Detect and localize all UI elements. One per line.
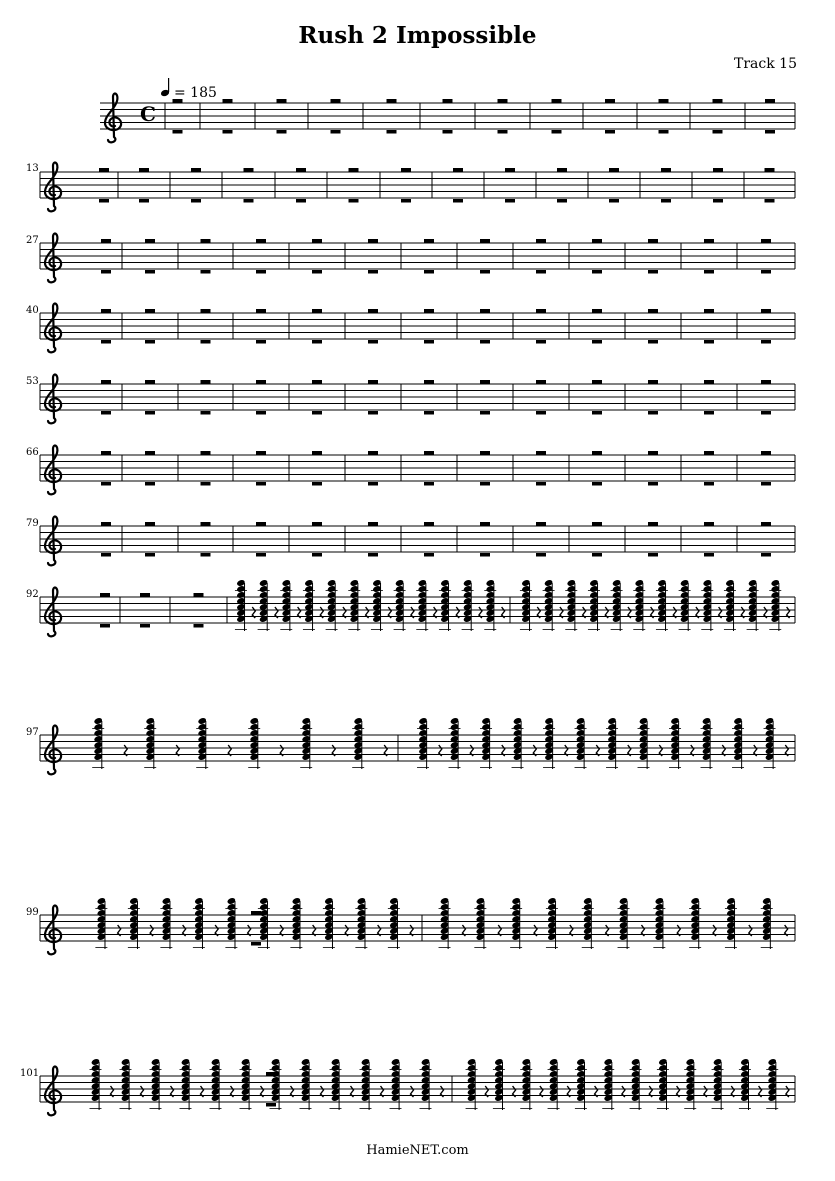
rest-icon — [223, 130, 233, 134]
rest-icon — [592, 380, 602, 384]
rest-icon — [223, 99, 233, 103]
rest-icon — [443, 99, 453, 103]
rest-icon — [480, 411, 490, 415]
rest-icon — [312, 451, 322, 455]
rest-icon — [101, 411, 111, 415]
rest-icon — [761, 522, 771, 526]
rest-icon — [256, 340, 266, 344]
treble-clef-icon — [45, 163, 61, 212]
rest-icon — [101, 522, 111, 526]
rest-icon — [648, 482, 658, 486]
rest-icon — [661, 168, 671, 172]
rest-icon — [349, 168, 359, 172]
rest-icon — [453, 199, 463, 203]
rest-icon — [536, 380, 546, 384]
rest-icon — [256, 482, 266, 486]
rest-icon — [312, 482, 322, 486]
tempo-marking — [160, 78, 217, 101]
measure-number-53: 53 — [26, 376, 39, 387]
rest-icon — [592, 451, 602, 455]
rest-icon — [194, 624, 204, 628]
staff-system — [40, 1058, 795, 1115]
rest-icon — [331, 130, 341, 134]
rest-icon — [761, 411, 771, 415]
rest-icon — [480, 553, 490, 557]
rest-icon — [139, 168, 149, 172]
rest-icon — [201, 553, 211, 557]
rest-icon — [480, 309, 490, 313]
rest-icon — [145, 270, 155, 274]
treble-clef-icon — [45, 1067, 61, 1116]
staff-system — [40, 717, 795, 774]
staff-system — [40, 163, 795, 212]
rest-icon — [704, 340, 714, 344]
rest-icon — [704, 239, 714, 243]
rest-icon — [368, 522, 378, 526]
rest-icon — [424, 451, 434, 455]
rest-icon — [704, 482, 714, 486]
staff-system — [40, 304, 795, 353]
rest-icon — [592, 522, 602, 526]
rest-icon — [401, 168, 411, 172]
rest-icon — [765, 130, 775, 134]
staff-system — [40, 446, 795, 495]
rest-icon — [498, 99, 508, 103]
rest-icon — [765, 168, 775, 172]
rest-icon — [453, 168, 463, 172]
rest-icon — [387, 130, 397, 134]
rest-icon — [480, 270, 490, 274]
staff-system — [40, 579, 795, 636]
rest-icon — [312, 340, 322, 344]
rest-icon — [592, 482, 602, 486]
rest-icon — [552, 99, 562, 103]
rest-icon — [296, 168, 306, 172]
measure-numbers — [20, 163, 39, 1079]
rest-icon — [713, 199, 723, 203]
rest-icon — [100, 593, 110, 597]
rest-icon — [251, 942, 261, 946]
rest-icon — [536, 522, 546, 526]
rest-icon — [99, 168, 109, 172]
rest-icon — [648, 270, 658, 274]
rest-icon — [139, 199, 149, 203]
treble-clef-icon — [45, 234, 61, 283]
rest-icon — [201, 340, 211, 344]
rest-icon — [648, 553, 658, 557]
rest-icon — [244, 168, 254, 172]
rest-icon — [424, 340, 434, 344]
measure-number-101: 101 — [20, 1068, 40, 1079]
rest-icon — [256, 553, 266, 557]
rest-icon — [145, 553, 155, 557]
rest-icon — [368, 309, 378, 313]
rest-icon — [296, 199, 306, 203]
staff-system — [40, 517, 795, 566]
rest-icon — [256, 411, 266, 415]
measure-number-97: 97 — [26, 727, 39, 738]
rest-icon — [368, 451, 378, 455]
rest-icon — [557, 199, 567, 203]
rest-icon — [704, 309, 714, 313]
rest-icon — [368, 340, 378, 344]
rest-icon — [536, 270, 546, 274]
treble-clef-icon — [45, 588, 61, 637]
measure-number-99: 99 — [26, 907, 39, 918]
measure-number-79: 79 — [26, 518, 39, 529]
rest-icon — [201, 239, 211, 243]
track-label: Track 15 — [734, 56, 797, 72]
rest-icon — [648, 411, 658, 415]
rest-icon — [145, 239, 155, 243]
rest-icon — [761, 270, 771, 274]
rest-icon — [100, 624, 110, 628]
rest-icon — [557, 168, 567, 172]
rest-icon — [648, 239, 658, 243]
rest-icon — [424, 522, 434, 526]
rest-icon — [605, 99, 615, 103]
rest-icon — [99, 199, 109, 203]
rest-icon — [761, 340, 771, 344]
rest-icon — [312, 553, 322, 557]
rest-icon — [648, 309, 658, 313]
rest-icon — [761, 309, 771, 313]
rest-icon — [368, 380, 378, 384]
rest-icon — [349, 199, 359, 203]
rest-icon — [368, 482, 378, 486]
treble-clef-icon — [45, 446, 61, 495]
staff-system — [40, 234, 795, 283]
time-signature: C — [140, 102, 156, 126]
rest-icon — [704, 411, 714, 415]
rest-icon — [761, 553, 771, 557]
rest-icon — [592, 270, 602, 274]
rest-icon — [648, 451, 658, 455]
rest-icon — [605, 130, 615, 134]
rest-icon — [704, 380, 714, 384]
rest-icon — [424, 553, 434, 557]
rest-icon — [191, 199, 201, 203]
rest-icon — [592, 309, 602, 313]
rest-icon — [713, 168, 723, 172]
rest-icon — [480, 522, 490, 526]
rest-icon — [140, 624, 150, 628]
staff-systems — [40, 94, 795, 1116]
rest-icon — [145, 340, 155, 344]
rest-icon — [704, 553, 714, 557]
rest-icon — [201, 411, 211, 415]
treble-clef-icon — [45, 517, 61, 566]
rest-icon — [480, 239, 490, 243]
treble-clef-icon — [105, 94, 121, 143]
rest-icon — [536, 340, 546, 344]
rest-icon — [101, 309, 111, 313]
rest-icon — [505, 199, 515, 203]
rest-icon — [101, 553, 111, 557]
rest-icon — [659, 130, 669, 134]
rest-icon — [480, 340, 490, 344]
rest-icon — [312, 270, 322, 274]
rest-icon — [387, 99, 397, 103]
rest-icon — [713, 130, 723, 134]
footer-credit: HamieNET.com — [366, 1143, 469, 1158]
rest-icon — [424, 411, 434, 415]
rest-icon — [536, 309, 546, 313]
rest-icon — [592, 239, 602, 243]
score-title: Rush 2 Impossible — [298, 22, 537, 49]
rest-icon — [648, 340, 658, 344]
rest-icon — [201, 380, 211, 384]
rest-icon — [659, 99, 669, 103]
measure-number-27: 27 — [26, 235, 39, 246]
rest-icon — [765, 99, 775, 103]
rest-icon — [368, 411, 378, 415]
rest-icon — [536, 553, 546, 557]
rest-icon — [277, 130, 287, 134]
rest-icon — [761, 239, 771, 243]
measure-number-13: 13 — [26, 163, 39, 174]
rest-icon — [101, 239, 111, 243]
rest-icon — [145, 309, 155, 313]
rest-icon — [761, 482, 771, 486]
measure-number-40: 40 — [26, 305, 39, 316]
rest-icon — [648, 380, 658, 384]
rest-icon — [145, 482, 155, 486]
rest-icon — [101, 451, 111, 455]
treble-clef-icon — [45, 304, 61, 353]
rest-icon — [609, 168, 619, 172]
rest-icon — [312, 239, 322, 243]
rest-icon — [201, 522, 211, 526]
rest-icon — [312, 380, 322, 384]
rest-icon — [256, 270, 266, 274]
rest-icon — [592, 411, 602, 415]
rest-icon — [145, 522, 155, 526]
rest-icon — [592, 340, 602, 344]
rest-icon — [312, 522, 322, 526]
rest-icon — [424, 482, 434, 486]
rest-icon — [266, 1103, 276, 1107]
measure-number-92: 92 — [26, 589, 39, 600]
rest-icon — [368, 270, 378, 274]
rest-icon — [201, 451, 211, 455]
rest-icon — [101, 340, 111, 344]
rest-icon — [191, 168, 201, 172]
rest-icon — [765, 199, 775, 203]
rest-icon — [256, 451, 266, 455]
rest-icon — [648, 522, 658, 526]
rest-icon — [661, 199, 671, 203]
rest-icon — [201, 309, 211, 313]
measure-number-66: 66 — [26, 447, 39, 458]
rest-icon — [552, 130, 562, 134]
rest-icon — [201, 482, 211, 486]
rest-icon — [140, 593, 150, 597]
rest-icon — [480, 380, 490, 384]
rest-icon — [201, 270, 211, 274]
rest-icon — [256, 309, 266, 313]
rest-icon — [173, 130, 183, 134]
rest-icon — [505, 168, 515, 172]
staff-system — [40, 897, 795, 954]
rest-icon — [194, 593, 204, 597]
rest-icon — [101, 270, 111, 274]
rest-icon — [424, 270, 434, 274]
rest-icon — [424, 309, 434, 313]
rest-icon — [368, 239, 378, 243]
rest-icon — [145, 451, 155, 455]
rest-icon — [256, 522, 266, 526]
rest-icon — [592, 553, 602, 557]
rest-icon — [101, 380, 111, 384]
rest-icon — [761, 451, 771, 455]
rest-icon — [704, 451, 714, 455]
rest-icon — [713, 99, 723, 103]
rest-icon — [536, 411, 546, 415]
rest-icon — [145, 411, 155, 415]
rest-icon — [312, 411, 322, 415]
rest-icon — [401, 199, 411, 203]
rest-icon — [424, 380, 434, 384]
treble-clef-icon — [45, 906, 61, 955]
rest-icon — [443, 130, 453, 134]
rest-icon — [331, 99, 341, 103]
rest-icon — [704, 522, 714, 526]
rest-icon — [277, 99, 287, 103]
rest-icon — [761, 380, 771, 384]
rest-icon — [251, 911, 261, 915]
rest-icon — [101, 482, 111, 486]
rest-icon — [312, 309, 322, 313]
rest-icon — [256, 239, 266, 243]
rest-icon — [480, 451, 490, 455]
rest-icon — [609, 199, 619, 203]
rest-icon — [480, 482, 490, 486]
rest-icon — [536, 451, 546, 455]
treble-clef-icon — [45, 726, 61, 775]
rest-icon — [704, 270, 714, 274]
rest-icon — [256, 380, 266, 384]
staff-system — [40, 375, 795, 424]
rest-icon — [244, 199, 254, 203]
treble-clef-icon — [45, 375, 61, 424]
rest-icon — [536, 239, 546, 243]
rest-icon — [424, 239, 434, 243]
rest-icon — [498, 130, 508, 134]
rest-icon — [145, 380, 155, 384]
rest-icon — [368, 553, 378, 557]
tempo-text: = 185 — [174, 85, 217, 101]
rest-icon — [536, 482, 546, 486]
